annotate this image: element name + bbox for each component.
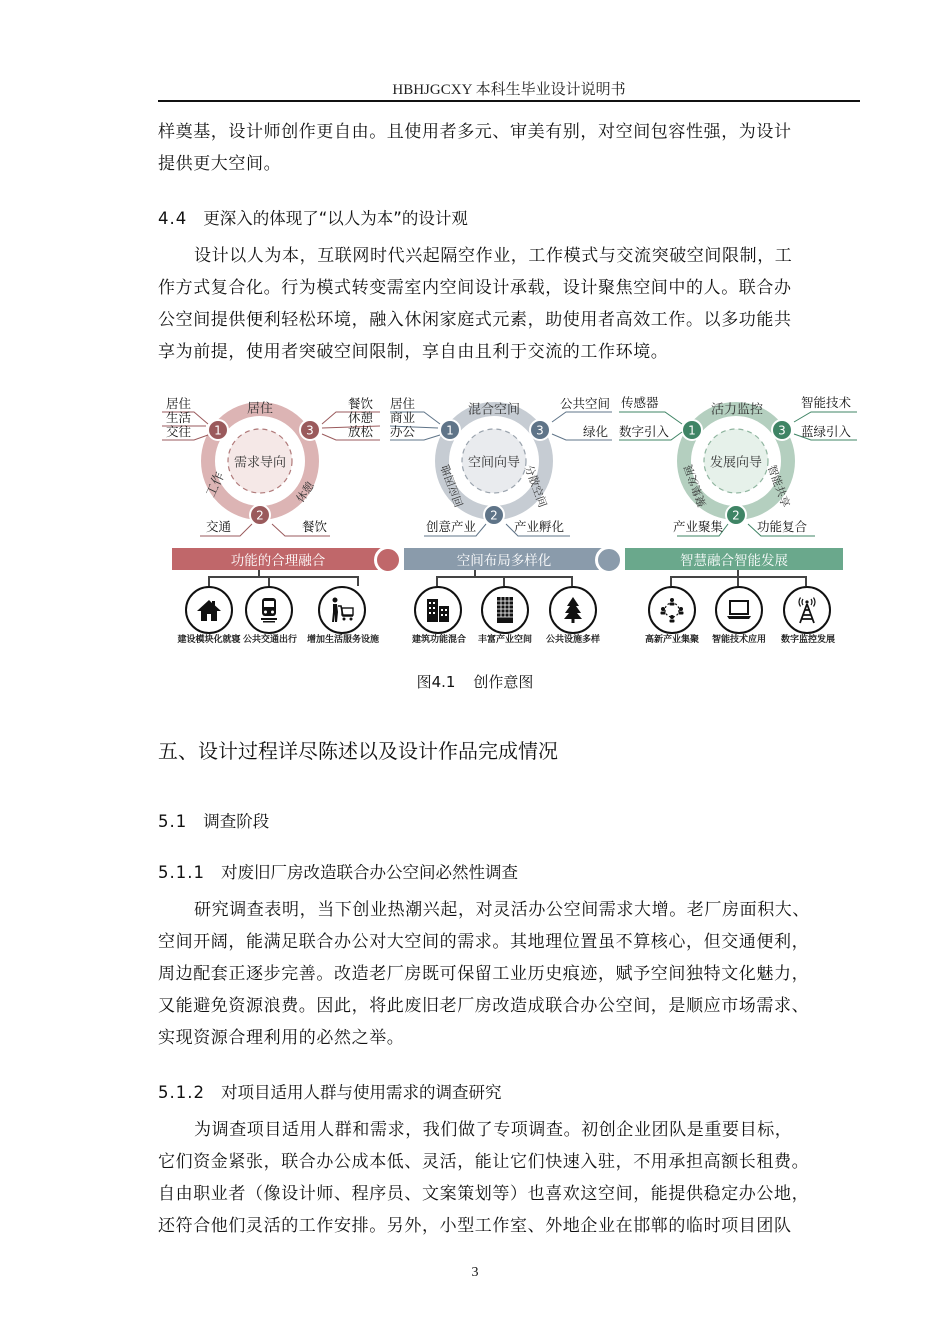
ring-left-label: 数字引入 xyxy=(619,424,670,439)
ring-bottom-right-label: 产业孵化 xyxy=(514,519,565,534)
ring-right-label: 绿化 xyxy=(583,424,609,439)
ring-left-label: 办公 xyxy=(390,424,416,439)
paragraph-line: 享为前提，使用者突破空间限制，享自由且利于交流的工作环境。 xyxy=(158,342,669,362)
ring-right-label: 智能技术 xyxy=(801,395,852,410)
tree-connector xyxy=(571,576,573,586)
section-number: 4.4 xyxy=(158,209,188,228)
paragraph-line: 自由职业者（像设计师、程序员、文案策划等）也喜欢这空间，能提供稳定办公地， xyxy=(158,1184,810,1204)
section-4-4-heading xyxy=(158,205,468,229)
tree-connector xyxy=(737,576,739,586)
tree-connector xyxy=(357,576,359,586)
section-4-4-paragraph xyxy=(158,240,860,368)
icon-label: 高新产业集聚 xyxy=(644,635,700,645)
ring-demand-oriented xyxy=(160,388,390,538)
ring-left-label: 交往 xyxy=(166,424,192,439)
ring-arc-top-label: 居住 xyxy=(246,401,274,417)
svg-text:3: 3 xyxy=(536,423,544,438)
ring-right-label: 餐饮 xyxy=(348,396,374,411)
ring-arc-left-label: 工作 xyxy=(203,469,229,500)
signal-tower-icon xyxy=(783,586,831,634)
ring-center-label: 空间向导 xyxy=(467,455,521,471)
house-icon xyxy=(185,586,233,634)
section-title: 调查阶段 xyxy=(203,812,270,831)
section-5-1-2-paragraph xyxy=(158,1114,860,1242)
paragraph-line: 为调查项目适用人群和需求，我们做了专项调查。初创企业团队是重要目标， xyxy=(194,1120,793,1140)
tree-connector xyxy=(268,576,270,586)
svg-text:3: 3 xyxy=(778,423,786,438)
svg-text:1: 1 xyxy=(446,423,454,438)
svg-text:3: 3 xyxy=(306,423,314,438)
creative-intent-figure xyxy=(160,388,860,650)
tree-connector xyxy=(670,576,672,586)
banner-space-diversity: 空间布局多样化 xyxy=(404,548,604,570)
icon-label: 丰富产业空间 xyxy=(477,635,533,645)
banner-connector-dot xyxy=(595,546,623,574)
train-icon xyxy=(245,586,293,634)
office-tower-icon xyxy=(481,586,529,634)
laptop-icon xyxy=(715,586,763,634)
banner-function-integration: 功能的合理融合 xyxy=(172,548,384,570)
intro-paragraph xyxy=(158,116,860,180)
paragraph-line: 公空间提供便利轻松环境，融入休闲家庭式元素，助使用者高效工作。以多功能共 xyxy=(158,310,792,330)
ring-right-label: 公共空间 xyxy=(560,396,611,411)
ring-bottom-left-label: 创意产业 xyxy=(426,519,477,534)
ring-left-label: 居住 xyxy=(390,396,416,411)
ring-arc-left-label: 聚集发展 xyxy=(681,462,710,509)
section-5-1-1-heading xyxy=(158,859,518,883)
paragraph-line: 提供更大空间。 xyxy=(158,154,282,174)
paragraph-line: 作方式复合化。行为模式转变需室内空间设计承载，设计聚焦空间中的人。联合办 xyxy=(158,278,792,298)
ring-arc-right-label: 分散空间 xyxy=(521,463,550,510)
ring-arc-right-label: 休憩 xyxy=(293,479,318,506)
section-title: 对项目适用人群与使用需求的调查研究 xyxy=(220,1083,502,1102)
banner-connector-dot xyxy=(374,546,402,574)
people-network-icon xyxy=(648,586,696,634)
shopping-cart-icon xyxy=(318,586,366,634)
section-title: 更深入的体现了“以人为本”的设计观 xyxy=(203,209,468,228)
ring-right-label: 放松 xyxy=(348,424,374,439)
ring-center-label: 需求导向 xyxy=(233,455,287,471)
ring-left-label: 商业 xyxy=(390,410,416,425)
svg-text:1: 1 xyxy=(688,423,696,438)
tree-connector xyxy=(503,576,505,586)
paragraph-line: 周边配套正逐步完善。改造老厂房既可保留工业历史痕迹，赋予空间独特文化魅力， xyxy=(158,964,810,984)
header-rule xyxy=(158,100,860,102)
icon-label: 公共交通出行 xyxy=(242,635,298,645)
ring-right-label: 蓝绿引入 xyxy=(801,424,852,439)
buildings-icon xyxy=(414,586,462,634)
caption-title: 创作意图 xyxy=(473,673,534,691)
svg-text:2: 2 xyxy=(732,508,740,523)
ring-development-oriented xyxy=(615,388,860,538)
section-number: 5.1 xyxy=(158,812,188,831)
ring-left-label: 传感器 xyxy=(621,395,659,410)
ring-bottom-left-label: 产业聚集 xyxy=(673,519,724,534)
ring-arc-top-label: 混合空间 xyxy=(467,402,521,418)
chapter-5-heading: 五、设计过程详尽陈述以及设计作品完成情况 xyxy=(158,739,558,763)
caption-number: 图4.1 xyxy=(416,673,456,691)
ring-arc-right-label: 智能共享 xyxy=(764,463,793,510)
ring-center-label: 发展向导 xyxy=(709,455,763,471)
ring-right-label: 休憩 xyxy=(348,410,374,425)
banner-smart-development: 智慧融合智能发展 xyxy=(625,548,843,570)
tree-connector xyxy=(208,576,210,586)
paragraph-line: 研究调查表明，当下创业热潮兴起，对灵活办公空间需求大增。老厂房面积大、 xyxy=(194,900,810,920)
page-number: 3 xyxy=(471,1265,479,1280)
paragraph-line: 设计以人为本，互联网时代兴起隔空作业，工作模式与交流突破空间限制，工 xyxy=(194,246,793,266)
tree-connector xyxy=(805,576,807,586)
paragraph-line: 实现资源合理利用的必然之举。 xyxy=(158,1028,405,1048)
icon-label: 智能技术应用 xyxy=(711,635,767,645)
section-title: 对废旧厂房改造联合办公空间必然性调查 xyxy=(220,863,518,882)
icon-label: 公共设施多样 xyxy=(545,635,601,645)
page-header-title: HBHJGCXY 本科生毕业设计说明书 xyxy=(392,82,626,98)
tree-connector xyxy=(208,576,358,578)
section-5-1-heading xyxy=(158,808,269,832)
section-number: 5.1.1 xyxy=(158,863,205,882)
icon-label: 数字监控发展 xyxy=(780,635,836,645)
ring-left-label: 居住 xyxy=(166,396,192,411)
section-5-1-1-paragraph xyxy=(158,894,860,1054)
paragraph-line: 空间开阔，能满足联合办公对大空间的需求。其地理位置虽不算核心，但交通便利， xyxy=(158,932,810,952)
figure-caption xyxy=(0,671,950,692)
section-number: 5.1.2 xyxy=(158,1083,205,1102)
ring-space-oriented xyxy=(390,388,620,538)
svg-text:1: 1 xyxy=(214,423,222,438)
icon-label: 建筑功能混合 xyxy=(411,635,467,645)
icon-label: 增加生活服务设施 xyxy=(306,635,380,645)
section-5-1-2-heading xyxy=(158,1079,501,1103)
ring-left-label: 生活 xyxy=(166,410,192,425)
ring-bottom-right-label: 功能复合 xyxy=(757,519,808,534)
paragraph-line: 还符合他们灵活的工作安排。另外，小型工作室、外地企业在邯郸的临时项目团队 xyxy=(158,1216,792,1236)
paragraph-line: 样奠基，设计师创作更自由。且使用者多元、审美有别，对空间包容性强，为设计 xyxy=(158,122,792,142)
tree-connector xyxy=(436,576,438,586)
ring-arc-top-label: 活力监控 xyxy=(710,402,764,418)
paragraph-line: 又能避免资源浪费。因此，将此废旧老厂房改造成联合办公空间，是顺应市场需求、 xyxy=(158,996,810,1016)
tree-icon xyxy=(549,586,597,634)
ring-bottom-left-label: 交通 xyxy=(206,519,232,534)
svg-text:2: 2 xyxy=(490,508,498,523)
ring-arc-left-label: 回应因地 xyxy=(438,462,467,509)
svg-text:2: 2 xyxy=(256,508,264,523)
ring-bottom-right-label: 餐饮 xyxy=(302,519,328,534)
paragraph-line: 它们资金紧张，联合办公成本低、灵活，能让它们快速入驻，不用承担高额长租费。 xyxy=(158,1152,810,1172)
icon-label: 建设模块化就寝 xyxy=(177,635,241,645)
